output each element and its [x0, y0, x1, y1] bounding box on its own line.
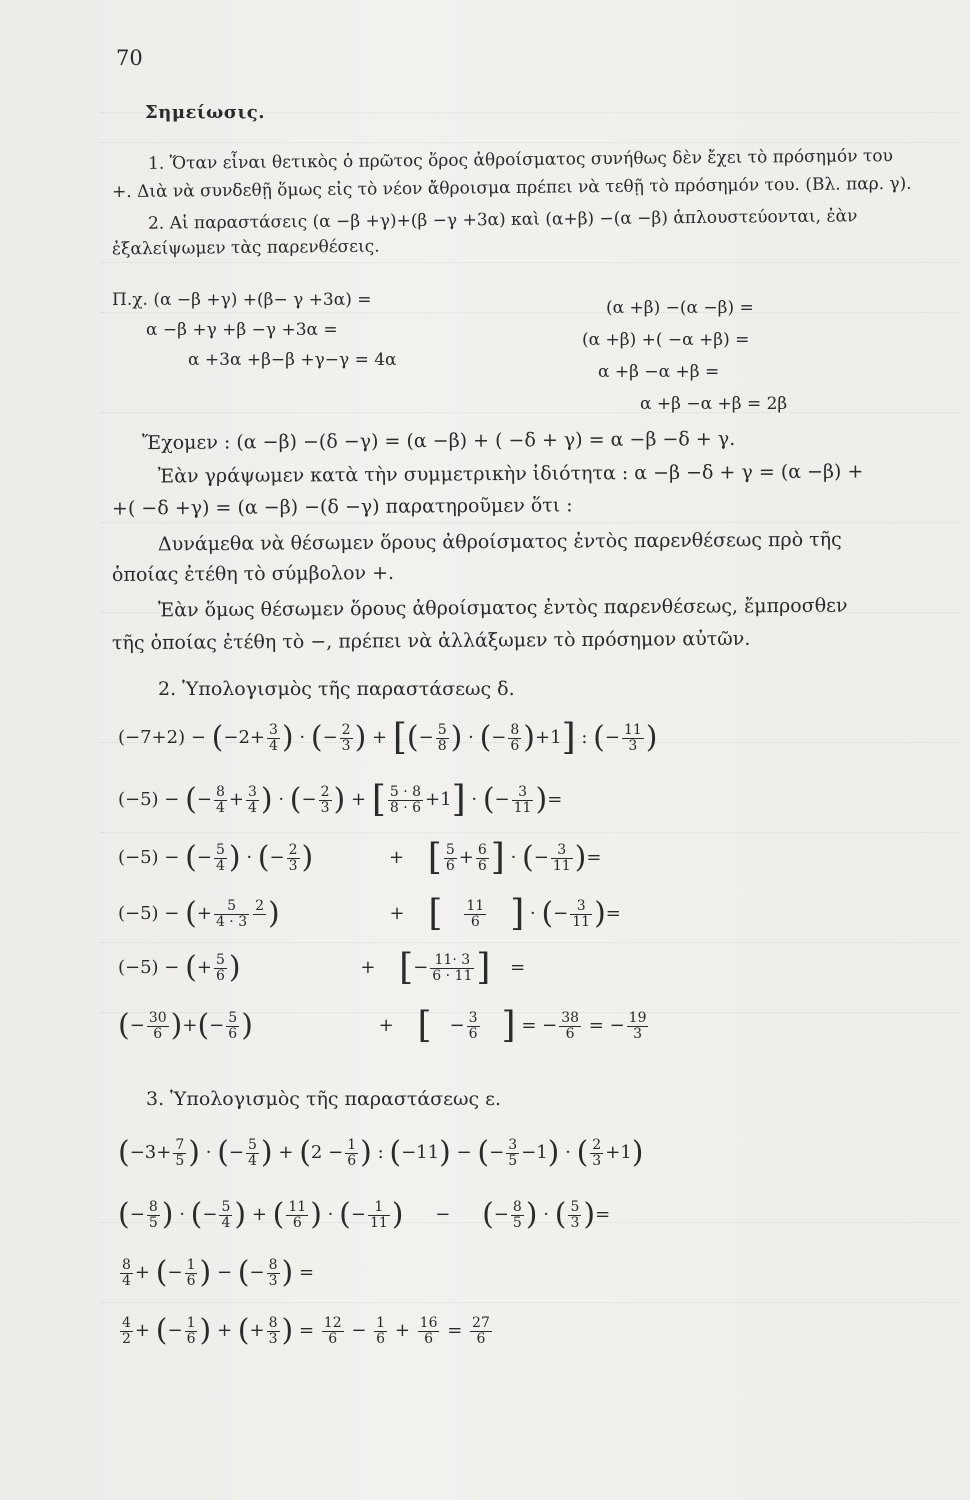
section-heading: Σημείωσις. — [145, 102, 265, 123]
example-right-line-4: α +β −α +β = 2β — [640, 394, 788, 414]
s3-line-3: $\frac{8}{4}$ + (− $\frac{1}{6}$ ) − (− $\frac{8}{3}$ ) = — [122, 1255, 315, 1291]
body-line-4: Δυνάμεθα νὰ θέσωμεν ὅρους ἀθροίσματος ἐντὸς παρενθέσεως πρὸ τῆς — [157, 528, 842, 556]
example-right-line-1: (α +β) −(α −β) = — [606, 298, 754, 318]
s2-line-f: (− $\frac{30}{6}$ )+(− $\frac{5}{6}$ ) + [ − $\frac{3}{6}$ ] = − $\frac{38}{6}$ = − $\frac{19}{3}$ — [118, 1005, 647, 1046]
example-left-line-2: α −β +γ +β −γ +3α = — [146, 320, 338, 340]
s3-line-2: (− $\frac{8}{5}$ ) · (− $\frac{5}{4}$ ) + ( $\frac{11}{6}$ ) · (− $\frac{1}{11}$ ) − (− $\frac{8}{5}$ ) · ( $\frac{5}{3}$ )= — [118, 1197, 611, 1233]
body-line-5: ὁποίας ἐτέθη τὸ σύμβολον +. — [111, 562, 395, 586]
body-line-2: Ἐὰν γράψωμεν κατὰ τὴν συμμετρικὴν ἰδιότητα : α −β −δ + γ = (α −β) + — [157, 460, 864, 488]
s2-line-b: (−5) − (− $\frac{8}{4}$ + $\frac{3}{4}$ ) · (− $\frac{2}{3}$ ) + [ $\frac{5 \cdot 8}{8 \cdot 6}$ +1] · (− $\frac{3}{11}$ )= — [118, 779, 563, 820]
body-line-7: τῆς ὁποίας ἐτέθη τὸ −, πρέπει νὰ ἀλλάξωμεν τὸ πρόσημον αὐτῶν. — [111, 627, 751, 655]
s3-line-4: $\frac{4}{2}$ + (− $\frac{1}{6}$ ) + (+ $\frac{8}{3}$ ) = $\frac{12}{6}$ − $\frac{1}{6}$ + $\frac{16}{6}$ = $\frac{27}{6}$ — [122, 1313, 490, 1349]
example-left-line-1: Π.χ. (α −β +γ) +(β− γ +3α) = — [112, 290, 372, 310]
note-1-line-2: +. Διὰ νὰ συνδεθῇ ὅμως εἰς τὸ νέον ἄθροισμα πρέπει νὰ τεθῇ τὸ πρόσημόν του. (Βλ. παρ. γ). — [111, 173, 912, 203]
note-2-line-2: ἐξαλείψωμεν τὰς παρενθέσεις. — [111, 236, 380, 260]
body-line-3: +( −δ +γ) = (α −β) −(δ −γ) παρατηροῦμεν ὅτι : — [111, 494, 573, 520]
body-line-6: Ἐὰν ὅμως θέσωμεν ὅρους ἀθροίσματος ἐντὸς παρενθέσεως, ἔμπροσθεν — [157, 594, 848, 622]
page-number: 70 — [116, 46, 143, 70]
s2-line-a: (−7+2) − (−2+ $\frac{3}{4}$ ) · (− $\frac{2}{3}$ ) + [(− $\frac{5}{8}$ ) · (− $\frac{8}{6}$ )+1] : (− $\frac{11}{3}$ ) — [118, 717, 658, 758]
s2-line-c: (−5) − (− $\frac{5}{4}$ ) · (− $\frac{2}{3}$ ) + [ $\frac{5}{6}$ + $\frac{6}{6}$ ] · (− $\frac{3}{11}$ )= — [118, 837, 602, 878]
s2-line-e: (−5) − (+ $\frac{5}{6}$ ) + [− $\frac{11\cdot 3}{6 \cdot 11}$ ] = — [118, 947, 526, 988]
note-2-line-1: 2. Αἱ παραστάσεις (α −β +γ)+(β −γ +3α) καὶ (α+β) −(α −β) ἁπλουστεύονται, ἐὰν — [147, 206, 858, 234]
s3-line-1: (−3+ $\frac{7}{5}$ ) · (− $\frac{5}{4}$ ) + (2 − $\frac{1}{6}$ ) : (−11) − (− $\frac{3}{5}$ −1) · ( $\frac{2}{3}$ +1) — [118, 1135, 644, 1171]
section-3-title: 3. Ὑπολογισμὸς τῆς παραστάσεως ε. — [146, 1088, 502, 1110]
body-line-1: Ἔχομεν : (α −β) −(δ −γ) = (α −β) + ( −δ + γ) = α −β −δ + γ. — [141, 427, 736, 455]
s2-line-d: (−5) − (+ $\frac{5}{4 \cdot 3}$ 2 ) + [ $\frac{11}{6}$ ] · (− $\frac{3}{11}$ )= — [118, 893, 621, 934]
example-right-line-3: α +β −α +β = — [598, 362, 720, 382]
example-right-line-2: (α +β) +( −α +β) = — [582, 330, 750, 350]
note-1-line-1: 1. Ὅταν εἶναι θετικὸς ὁ πρῶτος ὅρος ἀθροίσματος συνήθως δὲν ἔχει τὸ πρόσημόν του — [147, 146, 894, 174]
example-left-line-3: α +3α +β−β +γ−γ = 4α — [188, 350, 397, 370]
section-2-title: 2. Ὑπολογισμὸς τῆς παραστάσεως δ. — [158, 678, 515, 700]
